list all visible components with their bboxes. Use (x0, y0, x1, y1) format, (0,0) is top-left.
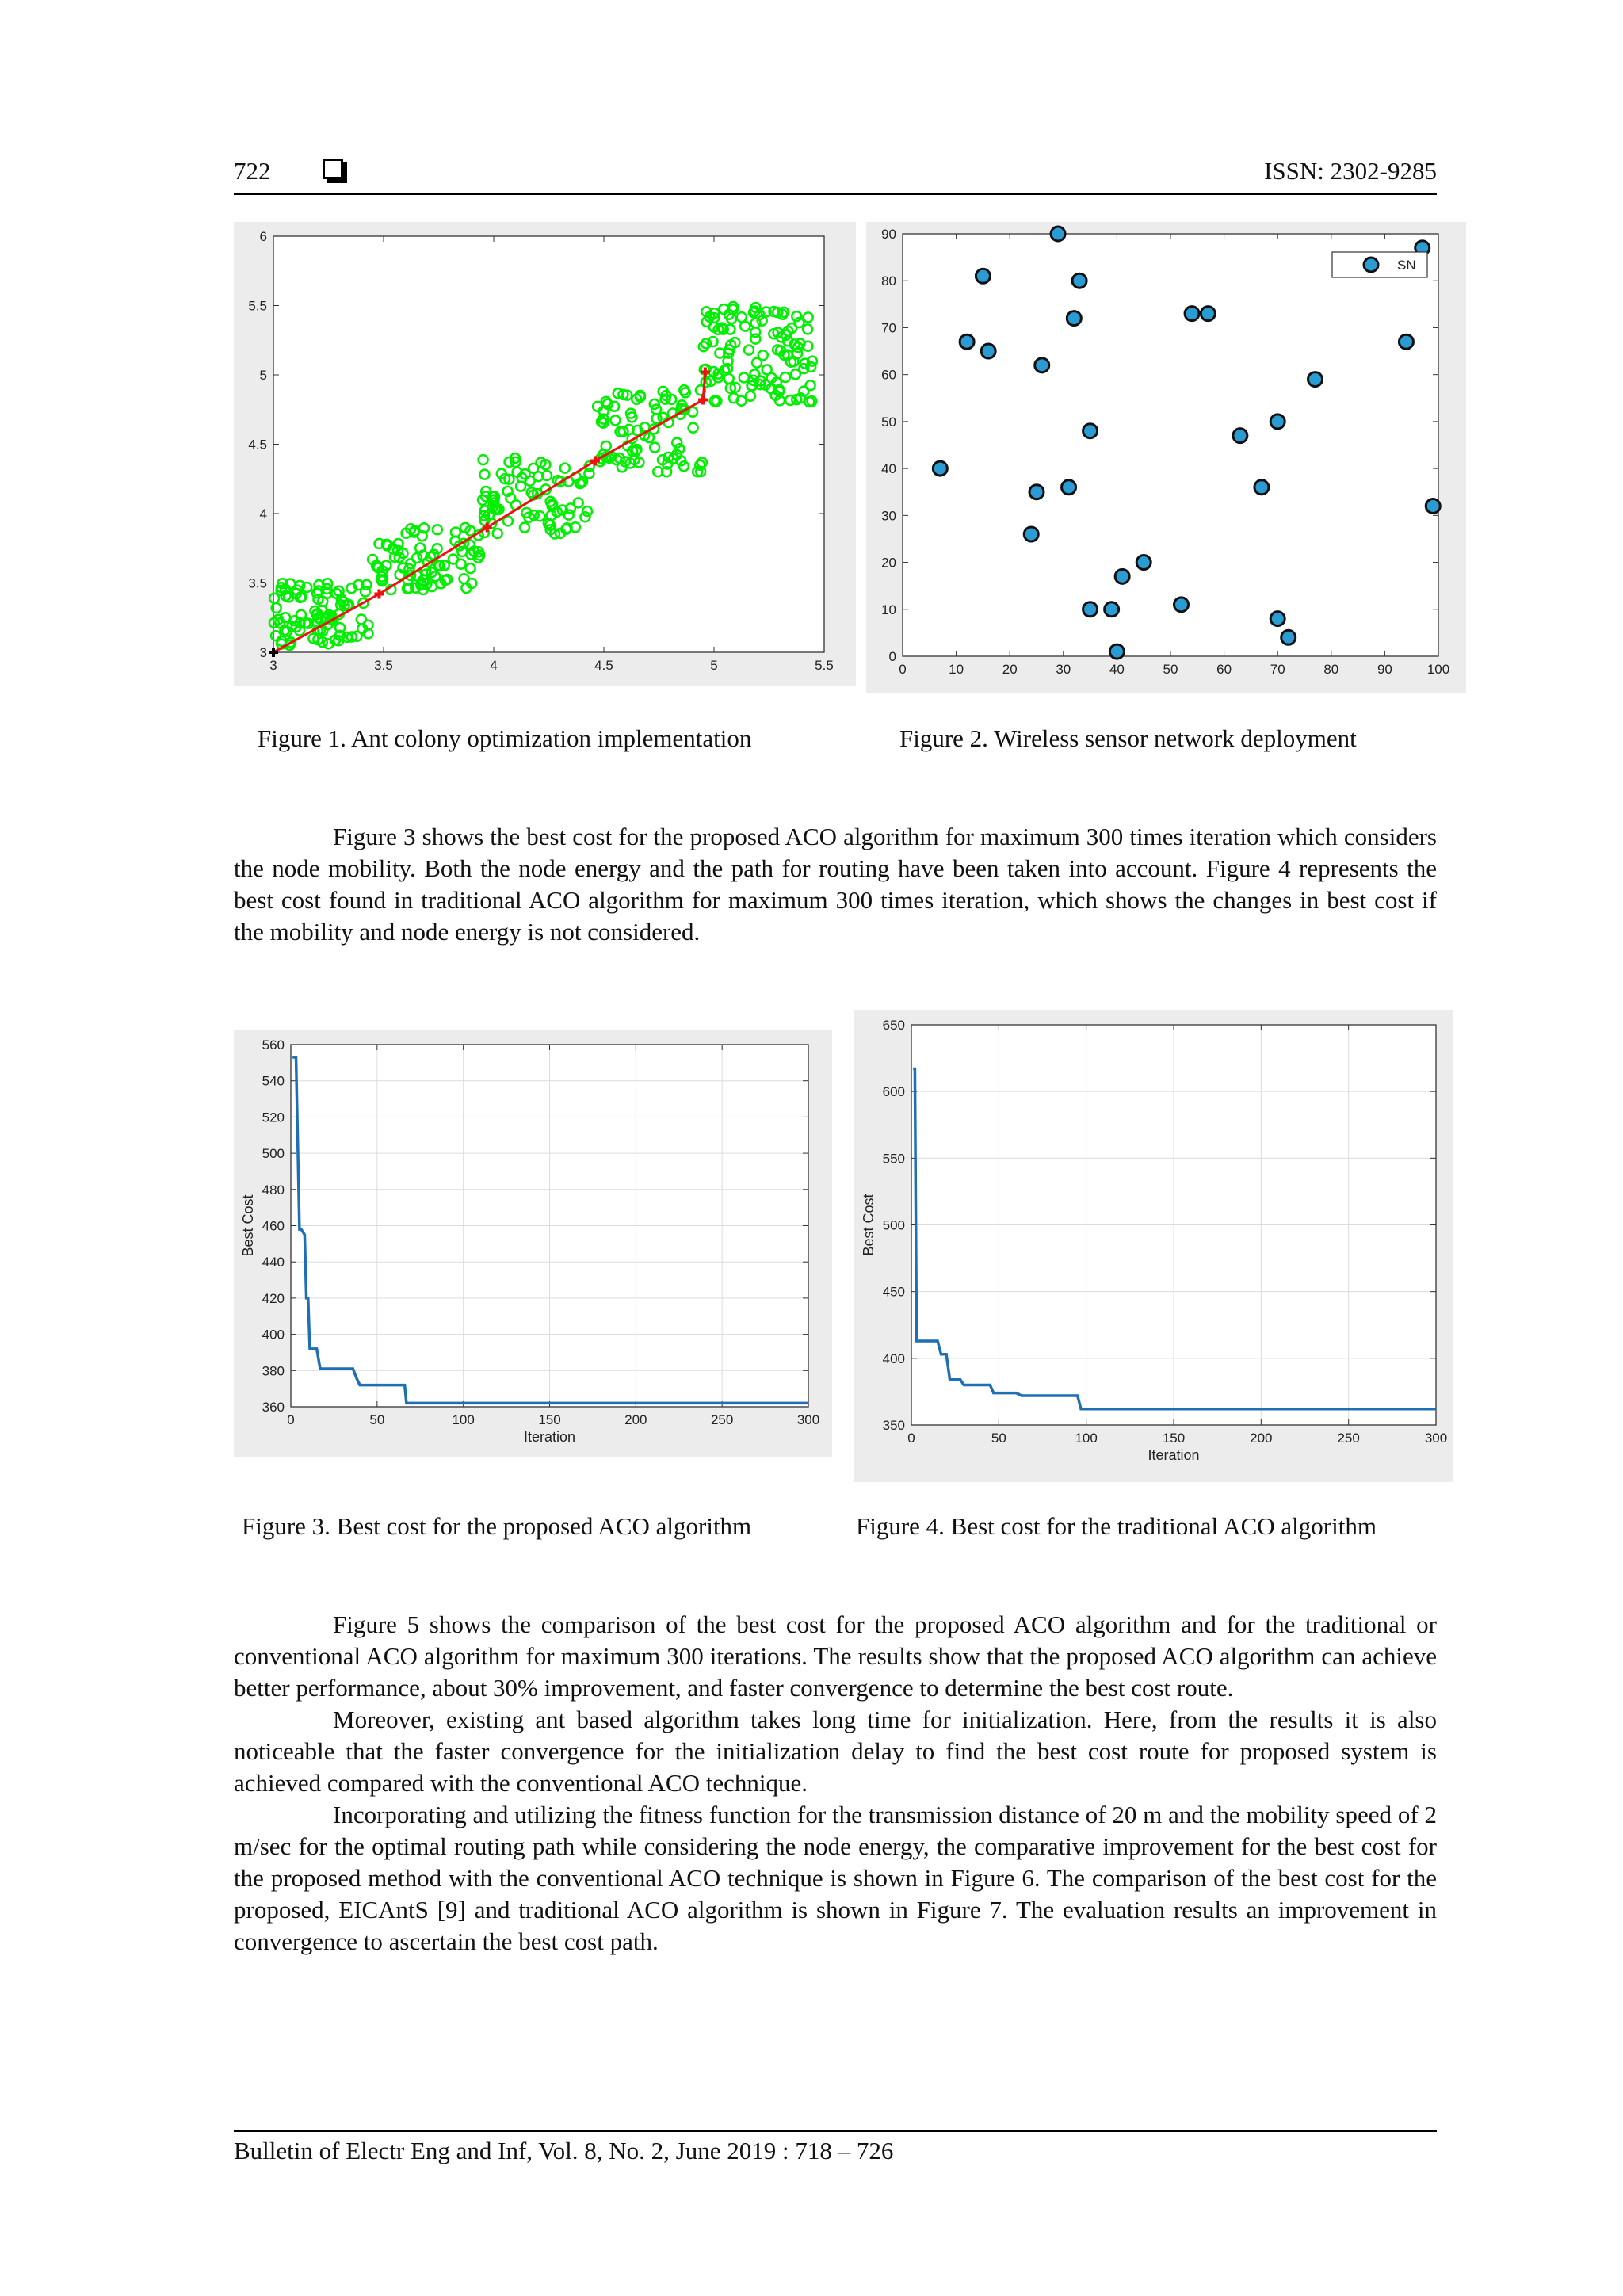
paragraph-4: Incorporating and utilizing the fitness function for the transmission distance of 20 m and the mobility speed of 2 m/sec for the optimal routing path while considering the node energy, the comparative improvement for the best cost for the proposed method with the conventional ACO technique is shown in Figure 6. The comparison of the best cost for the proposed, EICAntS [9] and traditional ACO algorithm is shown in Figure 7. The evaluation results an improvement in convergence to ascertain the best cost path. (234, 1801, 1437, 1955)
y-tick-label: 40 (881, 461, 896, 477)
y-tick-label: 500 (262, 1146, 285, 1162)
y-tick-label: 480 (262, 1182, 285, 1198)
y-tick-label: 5 (259, 368, 267, 383)
paragraph-2: Figure 5 shows the comparison of the best cost for the proposed ACO algorithm and for the traditional or conventional ACO algorithm for maximum 300 iterations. The results show that the proposed ACO algorithm can achieve better performance, about 30% improvement, and faster convergence to determine the best cost route. (234, 1610, 1437, 1702)
sensor-node (1029, 485, 1044, 499)
x-tick-label: 60 (1216, 662, 1232, 677)
figure-2-chart (866, 222, 1466, 693)
x-tick-label: 150 (538, 1412, 561, 1427)
paragraph-3: Moreover, existing ant based algorithm takes long time for initialization. Here, from the results it is also noticeable that the faster convergence for the initialization delay to find the best cost route for proposed system is achieved compared with the conventional ACO technique. (234, 1706, 1437, 1797)
x-tick-label: 5 (710, 658, 718, 673)
y-tick-label: 80 (881, 273, 896, 289)
x-tick-label: 100 (1075, 1431, 1098, 1446)
sensor-node (1254, 480, 1269, 495)
y-tick-label: 450 (882, 1284, 905, 1300)
sensor-node (1426, 499, 1440, 513)
x-tick-label: 150 (1162, 1431, 1186, 1446)
x-tick-label: 90 (1377, 662, 1392, 677)
y-tick-label: 650 (882, 1018, 905, 1033)
y-tick-label: 0 (888, 649, 896, 664)
y-tick-label: 540 (262, 1073, 285, 1089)
sensor-node (1270, 415, 1285, 429)
y-tick-label: 30 (881, 508, 896, 524)
y-tick-label: 380 (262, 1363, 285, 1379)
x-tick-label: 250 (710, 1412, 734, 1427)
y-tick-label: 400 (882, 1350, 905, 1366)
sensor-node (1109, 644, 1124, 659)
y-tick-label: 600 (882, 1084, 905, 1100)
figure-1-caption: Figure 1. Ant colony optimization implementation (258, 724, 752, 752)
footer-rule (234, 2130, 1437, 2132)
footer-citation: Bulletin of Electr Eng and Inf, Vol. 8, No. 2, June 2019 : 718 – 726 (234, 2137, 894, 2164)
sensor-node (1201, 307, 1215, 321)
x-tick-label: 4 (490, 658, 498, 673)
issn-label: ISSN: 2302-9285 (1264, 157, 1437, 185)
x-tick-label: 50 (991, 1431, 1006, 1446)
sensor-node (1233, 429, 1247, 443)
y-tick-label: 500 (882, 1217, 905, 1233)
x-tick-label: 0 (287, 1412, 295, 1427)
sensor-node (1024, 527, 1038, 541)
x-tick-label: 300 (1424, 1431, 1448, 1446)
sensor-node (1083, 602, 1098, 617)
y-tick-label: 460 (262, 1218, 285, 1234)
x-tick-label: 80 (1323, 662, 1339, 677)
sensor-node (960, 334, 974, 349)
paragraph-1 (234, 821, 1437, 948)
x-tick-label: 300 (796, 1412, 820, 1427)
y-tick-label: 3.5 (248, 575, 267, 591)
x-tick-label: 30 (1056, 662, 1071, 677)
x-tick-label: 20 (1002, 662, 1018, 677)
x-tick-label: 250 (1337, 1431, 1360, 1446)
legend-label: SN (1397, 258, 1416, 273)
x-tick-label: 50 (369, 1412, 385, 1427)
y-tick-label: 400 (262, 1327, 285, 1343)
y-tick-label: 60 (881, 367, 896, 383)
x-tick-label: 3.5 (374, 658, 393, 673)
y-tick-label: 90 (881, 227, 896, 242)
body-text (234, 1609, 1437, 1958)
y-tick-label: 4.5 (248, 437, 267, 453)
x-axis-label: Iteration (1148, 1447, 1200, 1463)
y-tick-label: 550 (882, 1151, 905, 1167)
plot-area (903, 234, 1438, 656)
x-tick-label: 0 (907, 1431, 915, 1446)
figure-2 (866, 222, 1466, 693)
sensor-node (1051, 227, 1065, 241)
x-tick-label: 0 (899, 662, 907, 677)
x-tick-label: 10 (949, 662, 964, 677)
x-tick-label: 100 (1426, 662, 1450, 677)
figure-4-chart (854, 1010, 1453, 1482)
sensor-node (1399, 334, 1413, 349)
figure-4 (854, 1010, 1453, 1482)
sensor-node (1067, 311, 1081, 326)
y-tick-label: 50 (881, 414, 896, 430)
sensor-node (1308, 372, 1323, 387)
sensor-node (1270, 612, 1285, 626)
sensor-node (1072, 273, 1086, 288)
y-tick-label: 560 (262, 1037, 285, 1052)
sensor-node (1136, 556, 1151, 570)
figure-3-caption: Figure 3. Best cost for the proposed ACO algorithm (242, 1512, 752, 1540)
x-tick-label: 4.5 (594, 658, 613, 673)
figure-2-caption: Figure 2. Wireless sensor network deployment (899, 724, 1357, 752)
y-tick-label: 10 (881, 602, 896, 617)
sensor-node (1035, 358, 1049, 372)
sensor-node (981, 344, 995, 358)
page-number: 722 (234, 157, 271, 185)
sensor-node (976, 269, 990, 283)
y-tick-label: 5.5 (248, 298, 267, 314)
y-tick-label: 4 (259, 506, 267, 521)
sensor-node (1062, 480, 1076, 495)
x-tick-label: 200 (624, 1412, 647, 1427)
x-tick-label: 40 (1109, 662, 1125, 677)
x-tick-label: 70 (1270, 662, 1285, 677)
sensor-node (1185, 307, 1199, 321)
sensor-node (1105, 602, 1119, 617)
x-tick-label: 5.5 (815, 658, 834, 673)
y-tick-label: 20 (881, 555, 896, 571)
y-tick-label: 70 (881, 320, 896, 336)
paragraph-1-text: Figure 3 shows the best cost for the proposed ACO algorithm for maximum 300 times iteration which considers the node mobility. Both the node energy and the path for routing have been taken into account. Figure 4 represents the best cost found in traditional ACO algorithm for maximum 300 times iteration, which shows the changes in best cost if the mobility and node energy is not considered. (234, 823, 1437, 946)
y-tick-label: 440 (262, 1255, 285, 1270)
y-tick-label: 350 (882, 1418, 905, 1433)
sensor-node (1083, 424, 1098, 438)
sensor-node (933, 461, 947, 476)
figure-4-caption: Figure 4. Best cost for the traditional ACO algorithm (856, 1512, 1377, 1540)
square-bullet-icon (323, 159, 343, 179)
x-tick-label: 200 (1250, 1431, 1273, 1446)
figure-1-chart (234, 222, 856, 686)
sensor-node (1174, 598, 1189, 612)
y-axis-label: Best Cost (861, 1194, 876, 1256)
y-tick-label: 3 (259, 645, 267, 660)
y-tick-label: 360 (262, 1400, 285, 1415)
x-axis-label: Iteration (523, 1429, 576, 1445)
sensor-node (1115, 569, 1129, 583)
y-tick-label: 420 (262, 1290, 285, 1306)
header-rule (234, 193, 1437, 195)
sensor-node (1281, 630, 1296, 644)
x-tick-label: 3 (269, 658, 277, 673)
figure-1 (234, 222, 856, 686)
figure-3 (234, 1030, 832, 1457)
x-tick-label: 50 (1163, 662, 1178, 677)
figure-3-chart (234, 1030, 832, 1457)
y-tick-label: 520 (262, 1110, 285, 1125)
x-tick-label: 100 (452, 1412, 475, 1427)
y-axis-label: Best Cost (240, 1194, 256, 1257)
y-tick-label: 6 (259, 229, 267, 244)
legend-marker (1364, 258, 1378, 272)
